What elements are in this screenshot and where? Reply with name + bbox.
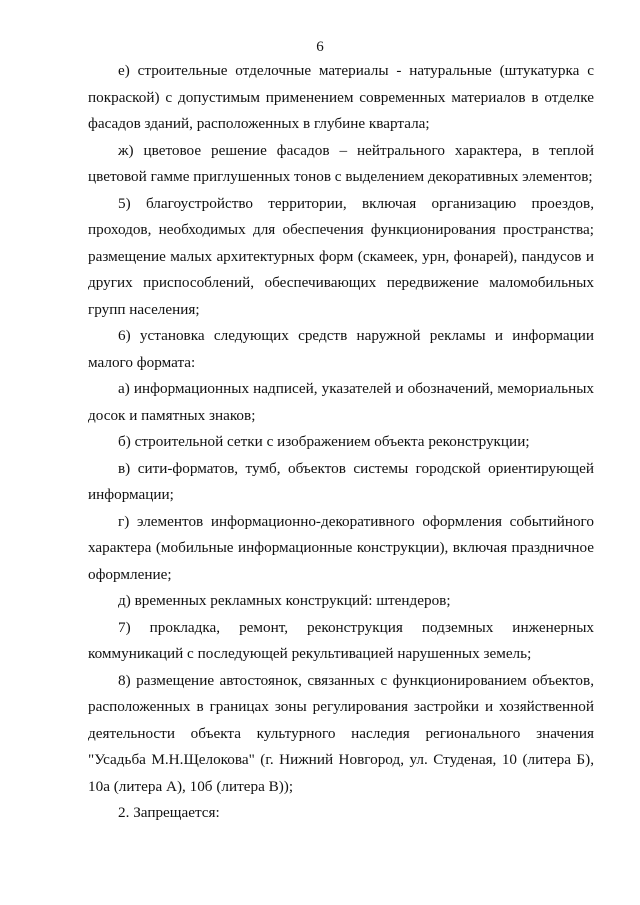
paragraph-zh-facade-color: ж) цветовое решение фасадов – нейтрального характера, в теплой цветовой гамме приглушенных тонов с выделением декоративных элементов;: [88, 141, 594, 185]
paragraph-2-prohibited: 2. Запрещается:: [118, 804, 220, 821]
paragraph-6-advertising: 6) установка следующих средств наружной рекламы и информации малого формата:: [88, 327, 594, 371]
paragraph-b-construction-mesh: б) строительной сетки с изображением объекта реконструкции;: [118, 433, 530, 450]
paragraph-7-utilities: 7) прокладка, ремонт, реконструкция подземных инженерных коммуникаций с последующей рекультивацией нарушенных земель;: [88, 618, 594, 662]
document-body: [88, 58, 594, 827]
paragraph-v-city-formats: в) сити-форматов, тумб, объектов системы городской ориентирующей информации;: [88, 459, 594, 503]
paragraph-8-parking: 8) размещение автостоянок, связанных с функционированием объектов, расположенных в границах зоны регулирования застройки и хозяйственной деятельности объекта культурного наследия регионального значения "Усадьба М.Н.Щелокова" (г. Нижний Новгород, ул. Студеная, 10 (литера Б), 10а (литера А), 10б (литера В));: [88, 671, 594, 795]
page-number: 6: [316, 39, 324, 55]
paragraph-5-landscaping: 5) благоустройство территории, включая организацию проездов, проходов, необходимых для обеспечения функционирования пространства; размещение малых архитектурных форм (скамеек, урн, фонарей), пандусов и других приспособлений, обеспечивающих передвижение маломобильных групп населения;: [88, 194, 594, 318]
paragraph-g-decorative: г) элементов информационно-декоративного оформления событийного характера (мобильные информационные конструкции), включая праздничное оформление;: [88, 512, 594, 583]
paragraph-a-signs: а) информационных надписей, указателей и обозначений, мемориальных досок и памятных знаков;: [88, 380, 594, 424]
paragraph-e-finishing-materials: е) строительные отделочные материалы - натуральные (штукатурка с покраской) с допустимым применением современных материалов в отделке фасадов зданий, расположенных в глубине квартала;: [88, 62, 594, 132]
paragraph-d-temporary-ads: д) временных рекламных конструкций: штендеров;: [118, 592, 451, 609]
